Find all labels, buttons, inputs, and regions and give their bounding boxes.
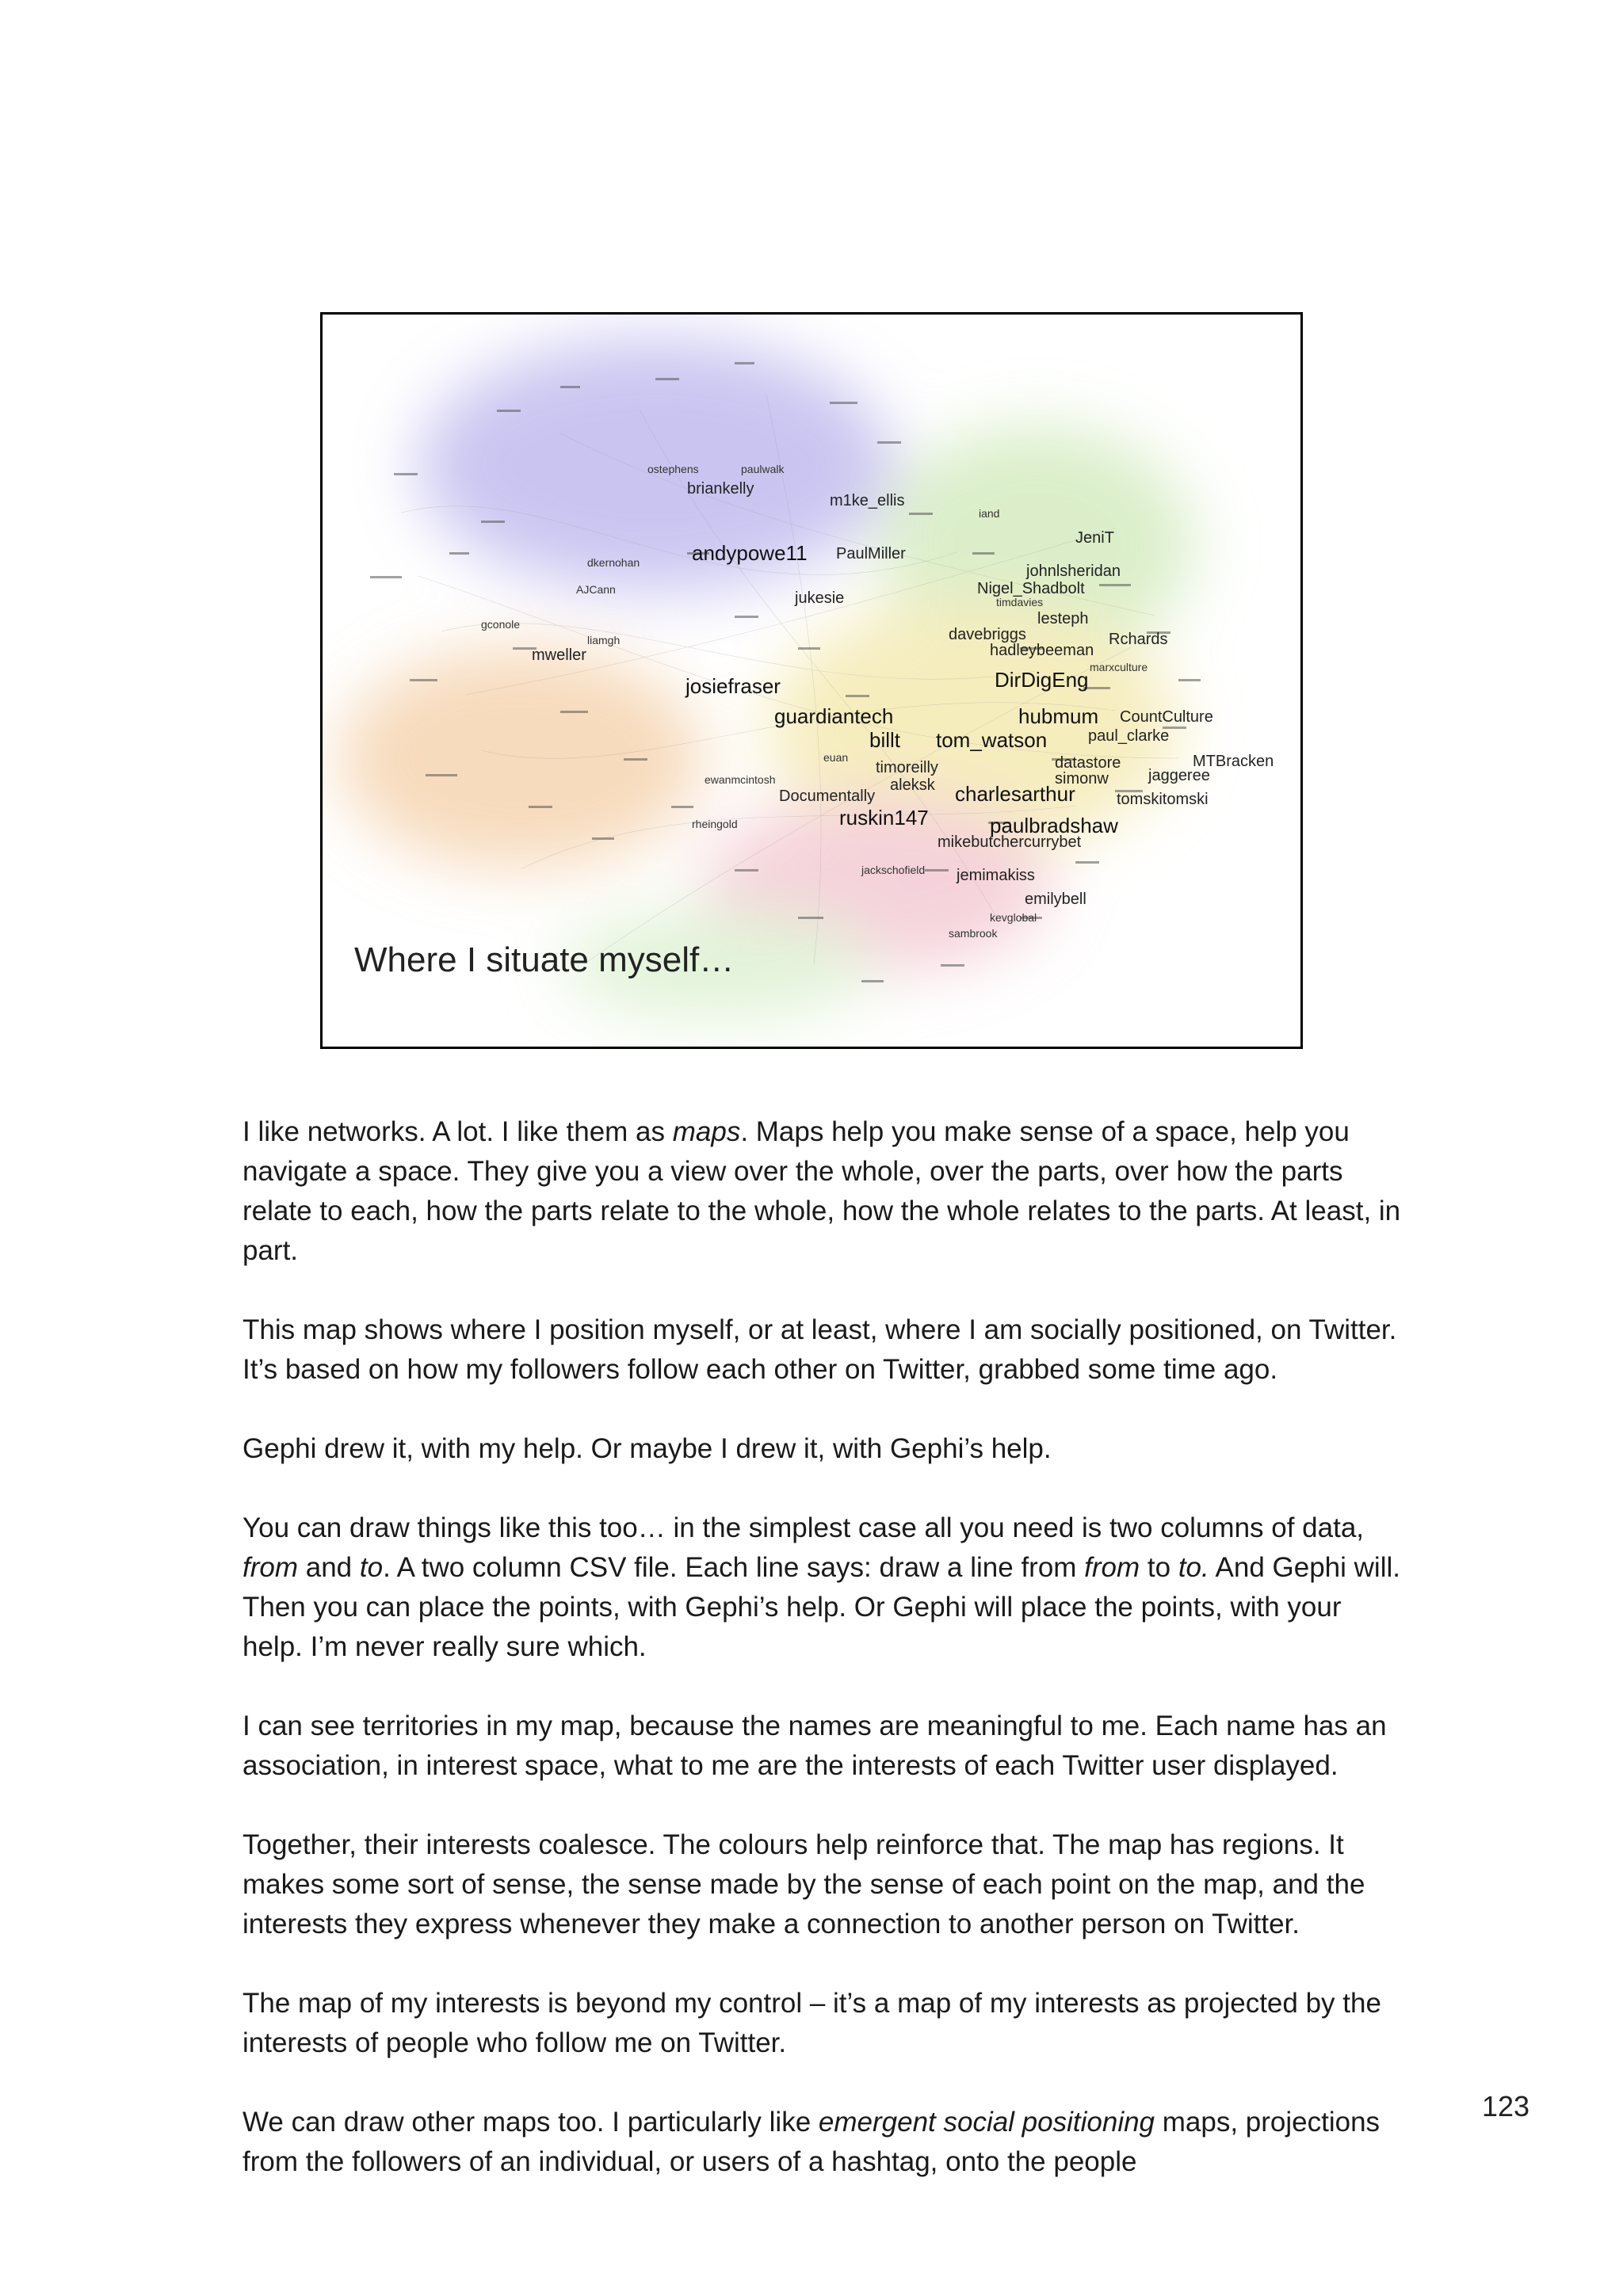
body-text: [242, 1112, 1407, 2222]
paragraph: Gephi drew it, with my help. Or maybe I drew it, with Gephi’s help.: [242, 1433, 1052, 1464]
node-label: gconole: [481, 618, 521, 631]
node-label: jackschofield: [861, 864, 926, 876]
node-label: AJCann: [576, 583, 616, 596]
node-label: PaulMiller: [836, 545, 906, 563]
node-label: johnlsheridan: [1026, 563, 1121, 580]
network-map-figure: [320, 312, 1303, 1049]
node-label: tomskitomski: [1117, 791, 1209, 808]
node-label: emilybell: [1025, 891, 1086, 908]
node-label: marxculture: [1090, 661, 1148, 673]
paragraph: I can see territories in my map, because the names are meaningful to me. Each name has an association, in interest space, what to me are the interests of each Twitter user displayed.: [242, 1711, 1387, 1781]
node-label: ostephens: [647, 463, 699, 475]
node-label: jukesie: [795, 589, 845, 607]
paragraph: The map of my interests is beyond my control – it’s a map of my interests as projected by the interests of people who follow me on Twitter.: [242, 1988, 1381, 2058]
node-label: euan: [823, 751, 849, 764]
node-label: briankelly: [687, 480, 754, 498]
node-label: JeniT: [1075, 529, 1114, 547]
node-label: liamgh: [587, 634, 621, 646]
network-map-graphic: [323, 315, 1303, 1049]
paragraph: This map shows where I position myself, or at least, where I am socially positioned, on Twitter. It’s based on how my followers follow each other on Twitter, grabbed some time ago.: [242, 1314, 1397, 1385]
node-label: kevglobal: [990, 911, 1037, 924]
node-label: datastore: [1055, 754, 1121, 772]
node-label: josiefraser: [685, 674, 781, 698]
node-label: ewanmcintosh: [705, 773, 776, 786]
node-label: simonw: [1055, 770, 1109, 788]
node-label: rheingold: [692, 818, 738, 830]
node-label: lesteph: [1037, 610, 1089, 627]
node-label: billt: [869, 728, 901, 752]
node-label: charlesarthur: [955, 782, 1075, 806]
node-label: aleksk: [890, 776, 935, 794]
node-label: sambrook: [949, 927, 998, 940]
page-number: 123: [1482, 2090, 1530, 2122]
node-label: jaggeree: [1148, 767, 1210, 784]
figure-caption: Where I situate myself…: [354, 940, 735, 979]
paragraph: You can draw things like this too… in the simplest case all you need is two columns of data, from and to. A two column CSV file. Each line says: draw a line from from to to. And Gephi will. Then you can place the points, with Gephi’s help. Or Gephi will place the points, with your help. I’m never really sure which.: [242, 1512, 1400, 1662]
node-label: paulbradshaw: [990, 814, 1118, 837]
node-label: m1ke_ellis: [830, 492, 905, 509]
node-label: MTBracken: [1193, 753, 1274, 770]
node-label: mikebutchercurrybet: [938, 833, 1082, 851]
node-label: tom_watson: [936, 728, 1048, 752]
region-orange: [338, 647, 703, 869]
node-label: CountCulture: [1120, 708, 1213, 726]
node-label: Documentally: [779, 788, 876, 805]
node-label: mweller: [532, 646, 586, 664]
node-label: ruskin147: [839, 806, 929, 830]
node-label: iand: [979, 507, 1000, 520]
node-label: paul_clarke: [1088, 727, 1170, 745]
node-label: hubmum: [1018, 704, 1099, 728]
paragraph: I like networks. A lot. I like them as maps. Maps help you make sense of a space, help you navigate a space. They give you a view over the whole, over the parts, over how the parts relate to each, how the parts relate to the whole, how the whole relates to the parts. At least, in part.: [242, 1116, 1401, 1266]
node-label: andypowe11: [692, 541, 808, 565]
node-label: hadleybeeman: [990, 642, 1094, 659]
node-label: paulwalk: [741, 463, 785, 475]
paragraph: Together, their interests coalesce. The colours help reinforce that. The map has regions. It makes some sort of sense, the sense made by the sense of each point on the map, and the interests they express whenever they make a connection to another person on Twitter.: [242, 1829, 1365, 1939]
node-label: Rchards: [1109, 631, 1168, 648]
node-label: timoreilly: [876, 759, 938, 776]
node-label: jemimakiss: [957, 867, 1035, 884]
node-label: timdavies: [996, 596, 1044, 608]
paragraph: We can draw other maps too. I particularly like emergent social positioning maps, projections from the followers of an individual, or users of a hashtag, onto the people: [242, 2107, 1381, 2177]
node-label: guardiantech: [774, 704, 894, 728]
node-label: dkernohan: [587, 556, 640, 569]
node-label: davebriggs: [949, 626, 1026, 643]
node-label: DirDigEng: [995, 668, 1089, 692]
node-label: Nigel_Shadbolt: [977, 580, 1085, 597]
